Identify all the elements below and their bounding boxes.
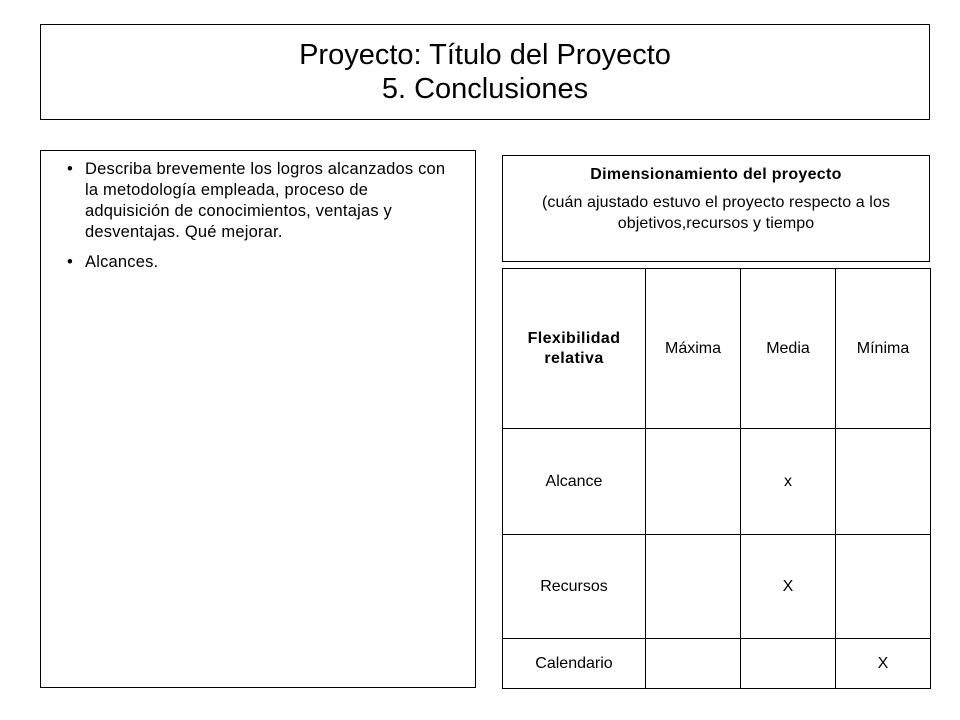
row-label: Alcance: [503, 429, 646, 535]
bullet-icon: •: [67, 253, 73, 271]
flexibility-table: [502, 268, 931, 689]
bullet-item: [67, 252, 453, 273]
cell-maxima: [646, 639, 741, 689]
slide-title: [40, 24, 930, 120]
bullet-text: Describa brevemente los logros alcanzados con la metodología empleada, proceso de adquisición de conocimientos, ventajas y desventajas. Qué mejorar.: [85, 160, 446, 241]
slide-title-line-2: 5. Conclusiones: [381, 73, 589, 105]
cell-minima: X: [836, 639, 931, 689]
cell-media: X: [741, 535, 836, 639]
dimensioning-box: [502, 155, 930, 262]
table-header-row: [503, 269, 931, 429]
table-row: [503, 535, 931, 639]
table-row: [503, 429, 931, 535]
header-cell-maxima: Máxima: [646, 269, 741, 429]
header-corner-cell: Flexibilidad relativa: [503, 269, 646, 429]
cell-media: [741, 639, 836, 689]
bullet-item: [67, 159, 453, 243]
header-cell-media: Media: [741, 269, 836, 429]
cell-minima: [836, 535, 931, 639]
dimensioning-subtitle: (cuán ajustado estuvo el proyecto respecto a los objetivos,recursos y tiempo: [541, 194, 891, 232]
row-label: Calendario: [503, 639, 646, 689]
bullet-icon: •: [67, 160, 73, 178]
cell-maxima: [646, 429, 741, 535]
dimensioning-title: Dimensionamiento del proyecto: [590, 166, 842, 183]
conclusions-bullet-list: [67, 159, 453, 273]
table-row: [503, 639, 931, 689]
cell-maxima: [646, 535, 741, 639]
bullet-text: Alcances.: [85, 253, 159, 271]
row-label: Recursos: [503, 535, 646, 639]
header-cell-minima: Mínima: [836, 269, 931, 429]
slide-title-line-1: Proyecto: Título del Proyecto: [299, 39, 671, 71]
cell-minima: [836, 429, 931, 535]
conclusions-text-box: [40, 150, 476, 688]
cell-media: x: [741, 429, 836, 535]
